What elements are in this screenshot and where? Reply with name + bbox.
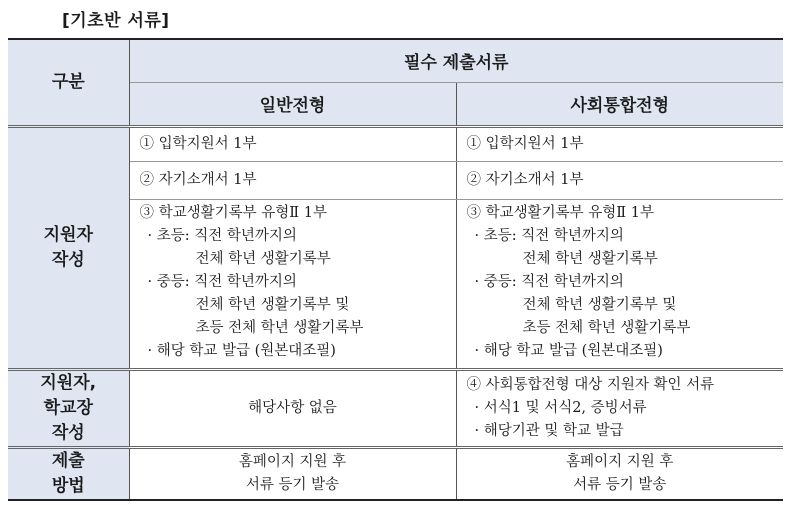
submission-label-2: 방법 [51, 475, 85, 496]
header-social: 사회통합전형 [456, 82, 783, 126]
social-item3: ③ 학교생활기록부 유형Ⅱ 1부 [466, 204, 654, 221]
social-submission-1: 홈페이지 지원 후 [566, 453, 674, 470]
general-submission-2: 서류 등기 발송 [245, 476, 340, 493]
general-issue-note: · 해당 학교 발급 (원본대조필) [147, 342, 336, 359]
social-middle: · 중등: 직전 학년까지의 [474, 273, 624, 290]
social-submission-2: 서류 등기 발송 [573, 476, 667, 493]
social-middle-detail2: 초등 전체 학년 생활기록부 [522, 319, 691, 336]
principal-label-3: 작성 [51, 422, 85, 443]
applicant-label-1: 지원자 [43, 224, 93, 245]
social-forms: · 서식1 및 서식2, 증빙서류 [474, 399, 647, 416]
social-elementary-detail: 전체 학년 생활기록부 [522, 250, 658, 267]
general-elementary-detail: 전체 학년 생활기록부 [195, 250, 331, 267]
general-not-applicable: 해당사항 없음 [129, 369, 456, 447]
header-general: 일반전형 [129, 82, 456, 126]
social-elementary: · 초등: 직전 학년까지의 [474, 227, 624, 244]
social-item2: ② 자기소개서 1부 [456, 161, 783, 199]
row-label-applicant [8, 126, 129, 369]
row-label-submission [8, 447, 129, 500]
general-item1: ① 입학지원서 1부 [129, 126, 456, 161]
row-label-principal [8, 369, 129, 447]
social-issue-note: · 해당 학교 발급 (원본대조필) [474, 342, 663, 359]
header-required-docs: 필수 제출서류 [129, 39, 783, 82]
social-item4: ④ 사회통합전형 대상 지원자 확인 서류 [466, 376, 715, 393]
social-submission [456, 447, 783, 500]
documents-table [8, 38, 783, 501]
general-middle-detail1: 전체 학년 생활기록부 및 [195, 296, 350, 313]
general-middle: · 중등: 직전 학년까지의 [147, 273, 297, 290]
general-school-record [129, 199, 456, 369]
applicant-label-2: 작성 [51, 249, 85, 270]
principal-label-2: 학교장 [43, 397, 93, 418]
principal-label-1: 지원자, [40, 372, 97, 393]
general-item2: ② 자기소개서 1부 [129, 161, 456, 199]
general-item3: ③ 학교생활기록부 유형Ⅱ 1부 [139, 204, 327, 221]
general-elementary: · 초등: 직전 학년까지의 [147, 227, 297, 244]
general-submission [129, 447, 456, 500]
submission-label-1: 제출 [51, 450, 85, 471]
page-title: [기초반 서류] [62, 11, 170, 31]
social-item1: ① 입학지원서 1부 [456, 126, 783, 161]
header-category: 구분 [8, 39, 129, 126]
general-submission-1: 홈페이지 지원 후 [238, 453, 347, 470]
social-eligibility-docs [456, 369, 783, 447]
social-school-record [456, 199, 783, 369]
general-middle-detail2: 초등 전체 학년 생활기록부 [195, 319, 364, 336]
social-forms-issuer: · 해당기관 및 학교 발급 [474, 422, 624, 439]
social-middle-detail1: 전체 학년 생활기록부 및 [522, 296, 677, 313]
